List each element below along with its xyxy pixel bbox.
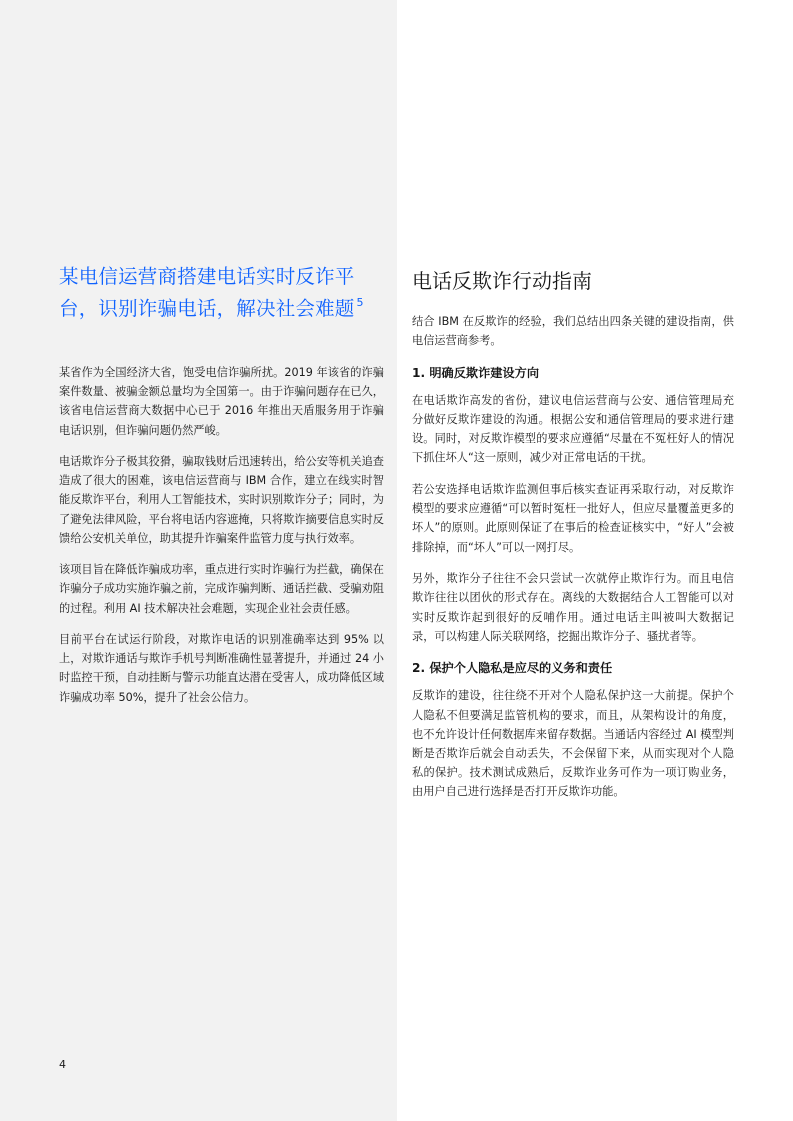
section-1-paragraph: 另外，欺诈分子往往不会只尝试一次就停止欺诈行为。而且电信欺诈往往以团伙的形式存在。离线的大数据结合人工智能可以对实时反欺诈起到很好的反哺作用。通过电话主叫被叫大数据记录，可以构建人际关联网络，挖掘出欺诈分子、骚扰者等。 — [412, 572, 734, 643]
section-1-paragraph: 若公安选择电话欺诈监测但事后核实查证再采取行动，对反欺诈模型的要求应遵循“可以暂时冤枉一批好人，但应尽量覆盖更多的坏人”的原则。此原则保证了在事后的检查证核实中，“好人”会被排除掉，而“坏人”可以一网打尽。 — [412, 483, 734, 554]
footnote-marker: 5 — [356, 296, 364, 309]
section-heading-1: 1. 明确反欺诈建设方向 — [412, 365, 540, 380]
guide-body — [412, 312, 734, 814]
section-heading-2: 2. 保护个人隐私是应尽的义务和责任 — [412, 661, 613, 676]
case-study-body — [59, 363, 384, 719]
page-number: 4 — [59, 1058, 66, 1071]
case-study-paragraph: 该项目旨在降低诈骗成功率，重点进行实时诈骗行为拦截，确保在诈骗分子成功实施诈骗之前，完成诈骗判断、通话拦截、受骗劝阻的过程。利用 AI 技术解决社会难题，实现企业社会责任感。 — [59, 563, 384, 615]
section-2-paragraph: 反欺诈的建设，往往绕不开对个人隐私保护这一大前提。保护个人隐私不但要满足监管机构的要求，而且，从架构设计的角度，也不允许设计任何数据库来留存数据。当通话内容经过 AI 模型判断是否欺诈后就会自动丢失，不会保留下来，从而实现对个人隐私的保护。技术测试成熟后，反欺诈业务可作为一项订购业务，由用户自己进行选择是否打开反欺诈功能。 — [412, 689, 734, 799]
guide-intro: 结合 IBM 在反欺诈的经验，我们总结出四条关键的建设指南，供电信运营商参考。 — [412, 315, 734, 348]
case-study-title-text: 某电信运营商搭建电话实时反诈平台，识别诈骗电话，解决社会难题 — [59, 265, 355, 320]
guide-title: 电话反欺诈行动指南 — [412, 269, 592, 293]
case-study-paragraph: 电话欺诈分子极其狡猾，骗取钱财后迅速转出，给公安等机关追查造成了很大的困难，该电信运营商与 IBM 合作，建立在线实时智能反欺诈平台，利用人工智能技术，实时识别欺诈分子；同时，为了避免法律风险，平台将电话内容遮掩，只将欺诈摘要信息实时反馈给公安机关单位，助其提升诈骗案件监管力度与执行效率。 — [59, 455, 384, 545]
case-study-paragraph: 某省作为全国经济大省，饱受电信诈骗所扰。2019 年该省的诈骗案件数量、被骗金额总量均为全国第一。由于诈骗问题存在已久，该省电信运营商大数据中心已于 2016 年推出天盾服务用于诈骗电话识别，但诈骗问题仍然严峻。 — [59, 366, 384, 437]
section-1-paragraph: 在电话欺诈高发的省份，建议电信运营商与公安、通信管理局充分做好反欺诈建设的沟通。根据公安和通信管理局的要求进行建设。同时，对反欺诈模型的要求应遵循“尽量在不冤枉好人的情况下抓住坏人“这一原则，减少对正常电话的干扰。 — [412, 393, 734, 465]
case-study-title — [59, 264, 389, 322]
case-study-paragraph: 目前平台在试运行阶段，对欺诈电话的识别准确率达到 95% 以上，对欺诈通话与欺诈手机号判断准确性显著提升，并通过 24 小时监控干预，自动挂断与警示功能直达潜在受害人，成功降低区域诈骗成功率 50%，提升了社会公信力。 — [59, 633, 384, 704]
